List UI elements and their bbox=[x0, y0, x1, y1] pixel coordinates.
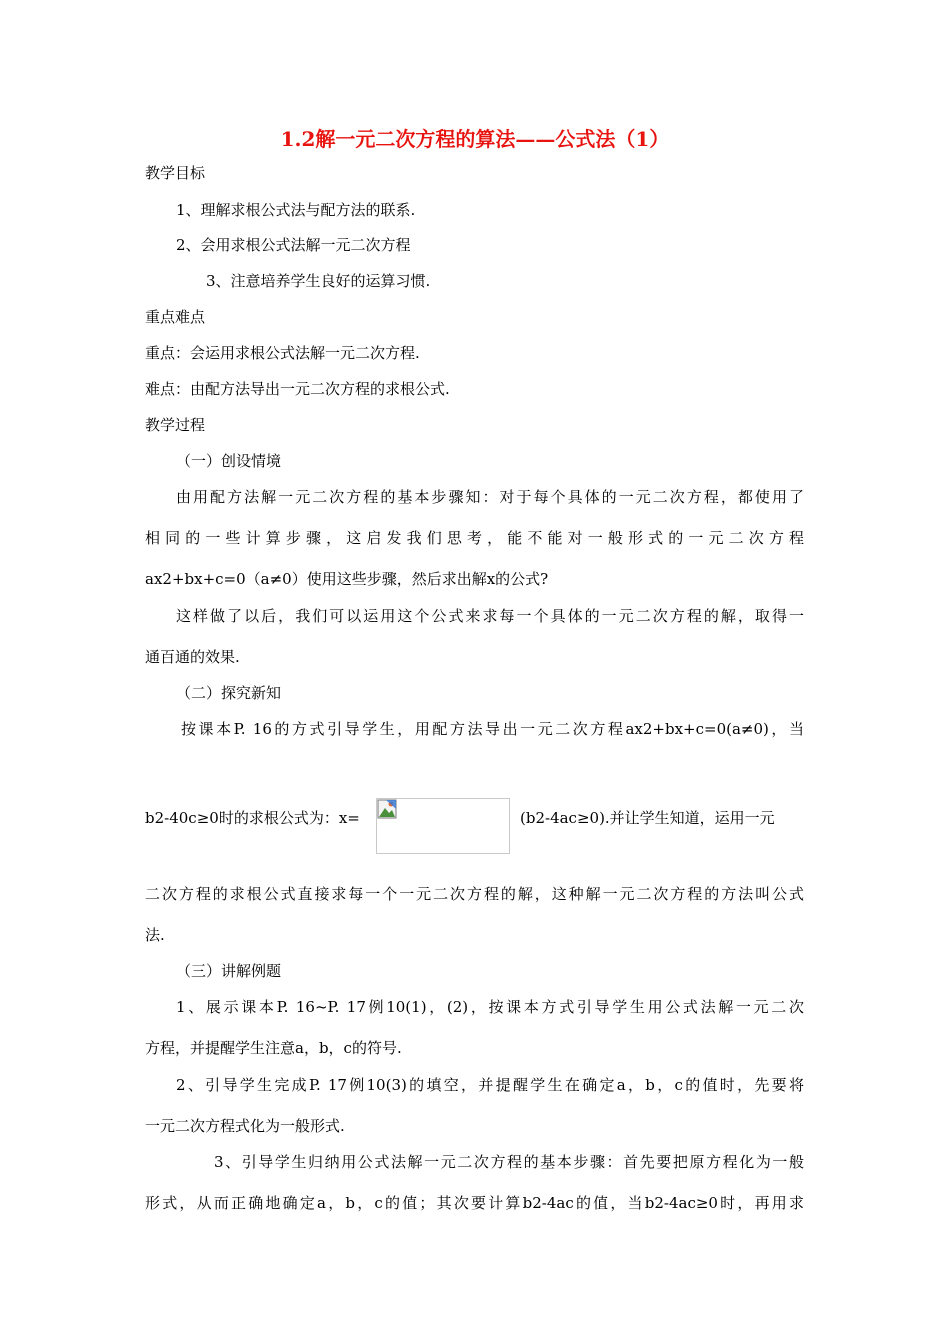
example-3-line: 形式，从而正确地确定a，b，c的值；其次要计算b2-4ac的值，当b2-4ac≥0时，再用求 bbox=[145, 1194, 804, 1212]
goal-item-1: 1、理解求根公式法与配方法的联系. bbox=[176, 201, 416, 219]
paragraph-explore-line: 二次方程的求根公式直接求每一个一元二次方程的解，这种解一元二次方程的方法叫公式 bbox=[145, 885, 804, 903]
paragraph-explore-line: 法. bbox=[145, 926, 165, 944]
heading-process: 教学过程 bbox=[145, 416, 206, 434]
paragraph-explore-line: 按课本P. 16的方式引导学生，用配方法导出一元二次方程ax2+bx+c=0(a≠0)，当 bbox=[181, 720, 804, 738]
example-3-line: 3、引导学生归纳用公式法解一元二次方程的基本步骤：首先要把原方程化为一般 bbox=[214, 1153, 804, 1171]
paragraph-effect-line: 这样做了以后，我们可以运用这个公式来求每一个具体的一元二次方程的解，取得一 bbox=[176, 607, 804, 625]
paragraph-explore-formula-right: (b2-4ac≥0).并让学生知道，运用一元 bbox=[520, 809, 775, 827]
example-1-line: 1、展示课本P. 16~P. 17例10(1)，(2)，按课本方式引导学生用公式法解一元二次 bbox=[176, 998, 804, 1016]
paragraph-scenario-line: ax2+bx+c=0（a≠0）使用这些步骤，然后求出解x的公式? bbox=[145, 570, 549, 588]
goal-item-2: 2、会用求根公式法解一元二次方程 bbox=[176, 236, 411, 254]
paragraph-effect-line: 通百通的效果. bbox=[145, 648, 240, 666]
paragraph-explore-formula-left: b2-40c≥0时的求根公式为：x= bbox=[145, 809, 360, 827]
subheading-scenario: （一）创设情境 bbox=[176, 452, 282, 470]
formula-image-placeholder bbox=[376, 798, 510, 854]
subheading-explore: （二）探究新知 bbox=[176, 684, 282, 702]
heading-goals: 教学目标 bbox=[145, 164, 206, 182]
page-title: 1.2解一元二次方程的算法——公式法（1） bbox=[280, 127, 670, 151]
paragraph-scenario-line: 由用配方法解一元二次方程的基本步骤知：对于每个具体的一元二次方程，都使用了 bbox=[176, 488, 804, 506]
paragraph-scenario-line: 相同的一些计算步骤，这启发我们思考，能不能对一般形式的一元二次方程 bbox=[145, 529, 804, 547]
goal-item-3: 3、注意培养学生良好的运算习惯. bbox=[206, 272, 431, 290]
example-2-line: 一元二次方程式化为一般形式. bbox=[145, 1117, 345, 1135]
example-2-line: 2、引导学生完成P. 17例10(3)的填空，并提醒学生在确定a，b，c的值时，先要将 bbox=[176, 1076, 804, 1094]
broken-image-icon bbox=[377, 799, 397, 819]
subheading-examples: （三）讲解例题 bbox=[176, 962, 282, 980]
heading-key-points: 重点难点 bbox=[145, 308, 206, 326]
key-point: 重点：会运用求根公式法解一元二次方程. bbox=[145, 344, 420, 362]
difficulty-point: 难点：由配方法导出一元二次方程的求根公式. bbox=[145, 380, 450, 398]
example-1-line: 方程，并提醒学生注意a，b，c的符号. bbox=[145, 1039, 402, 1057]
